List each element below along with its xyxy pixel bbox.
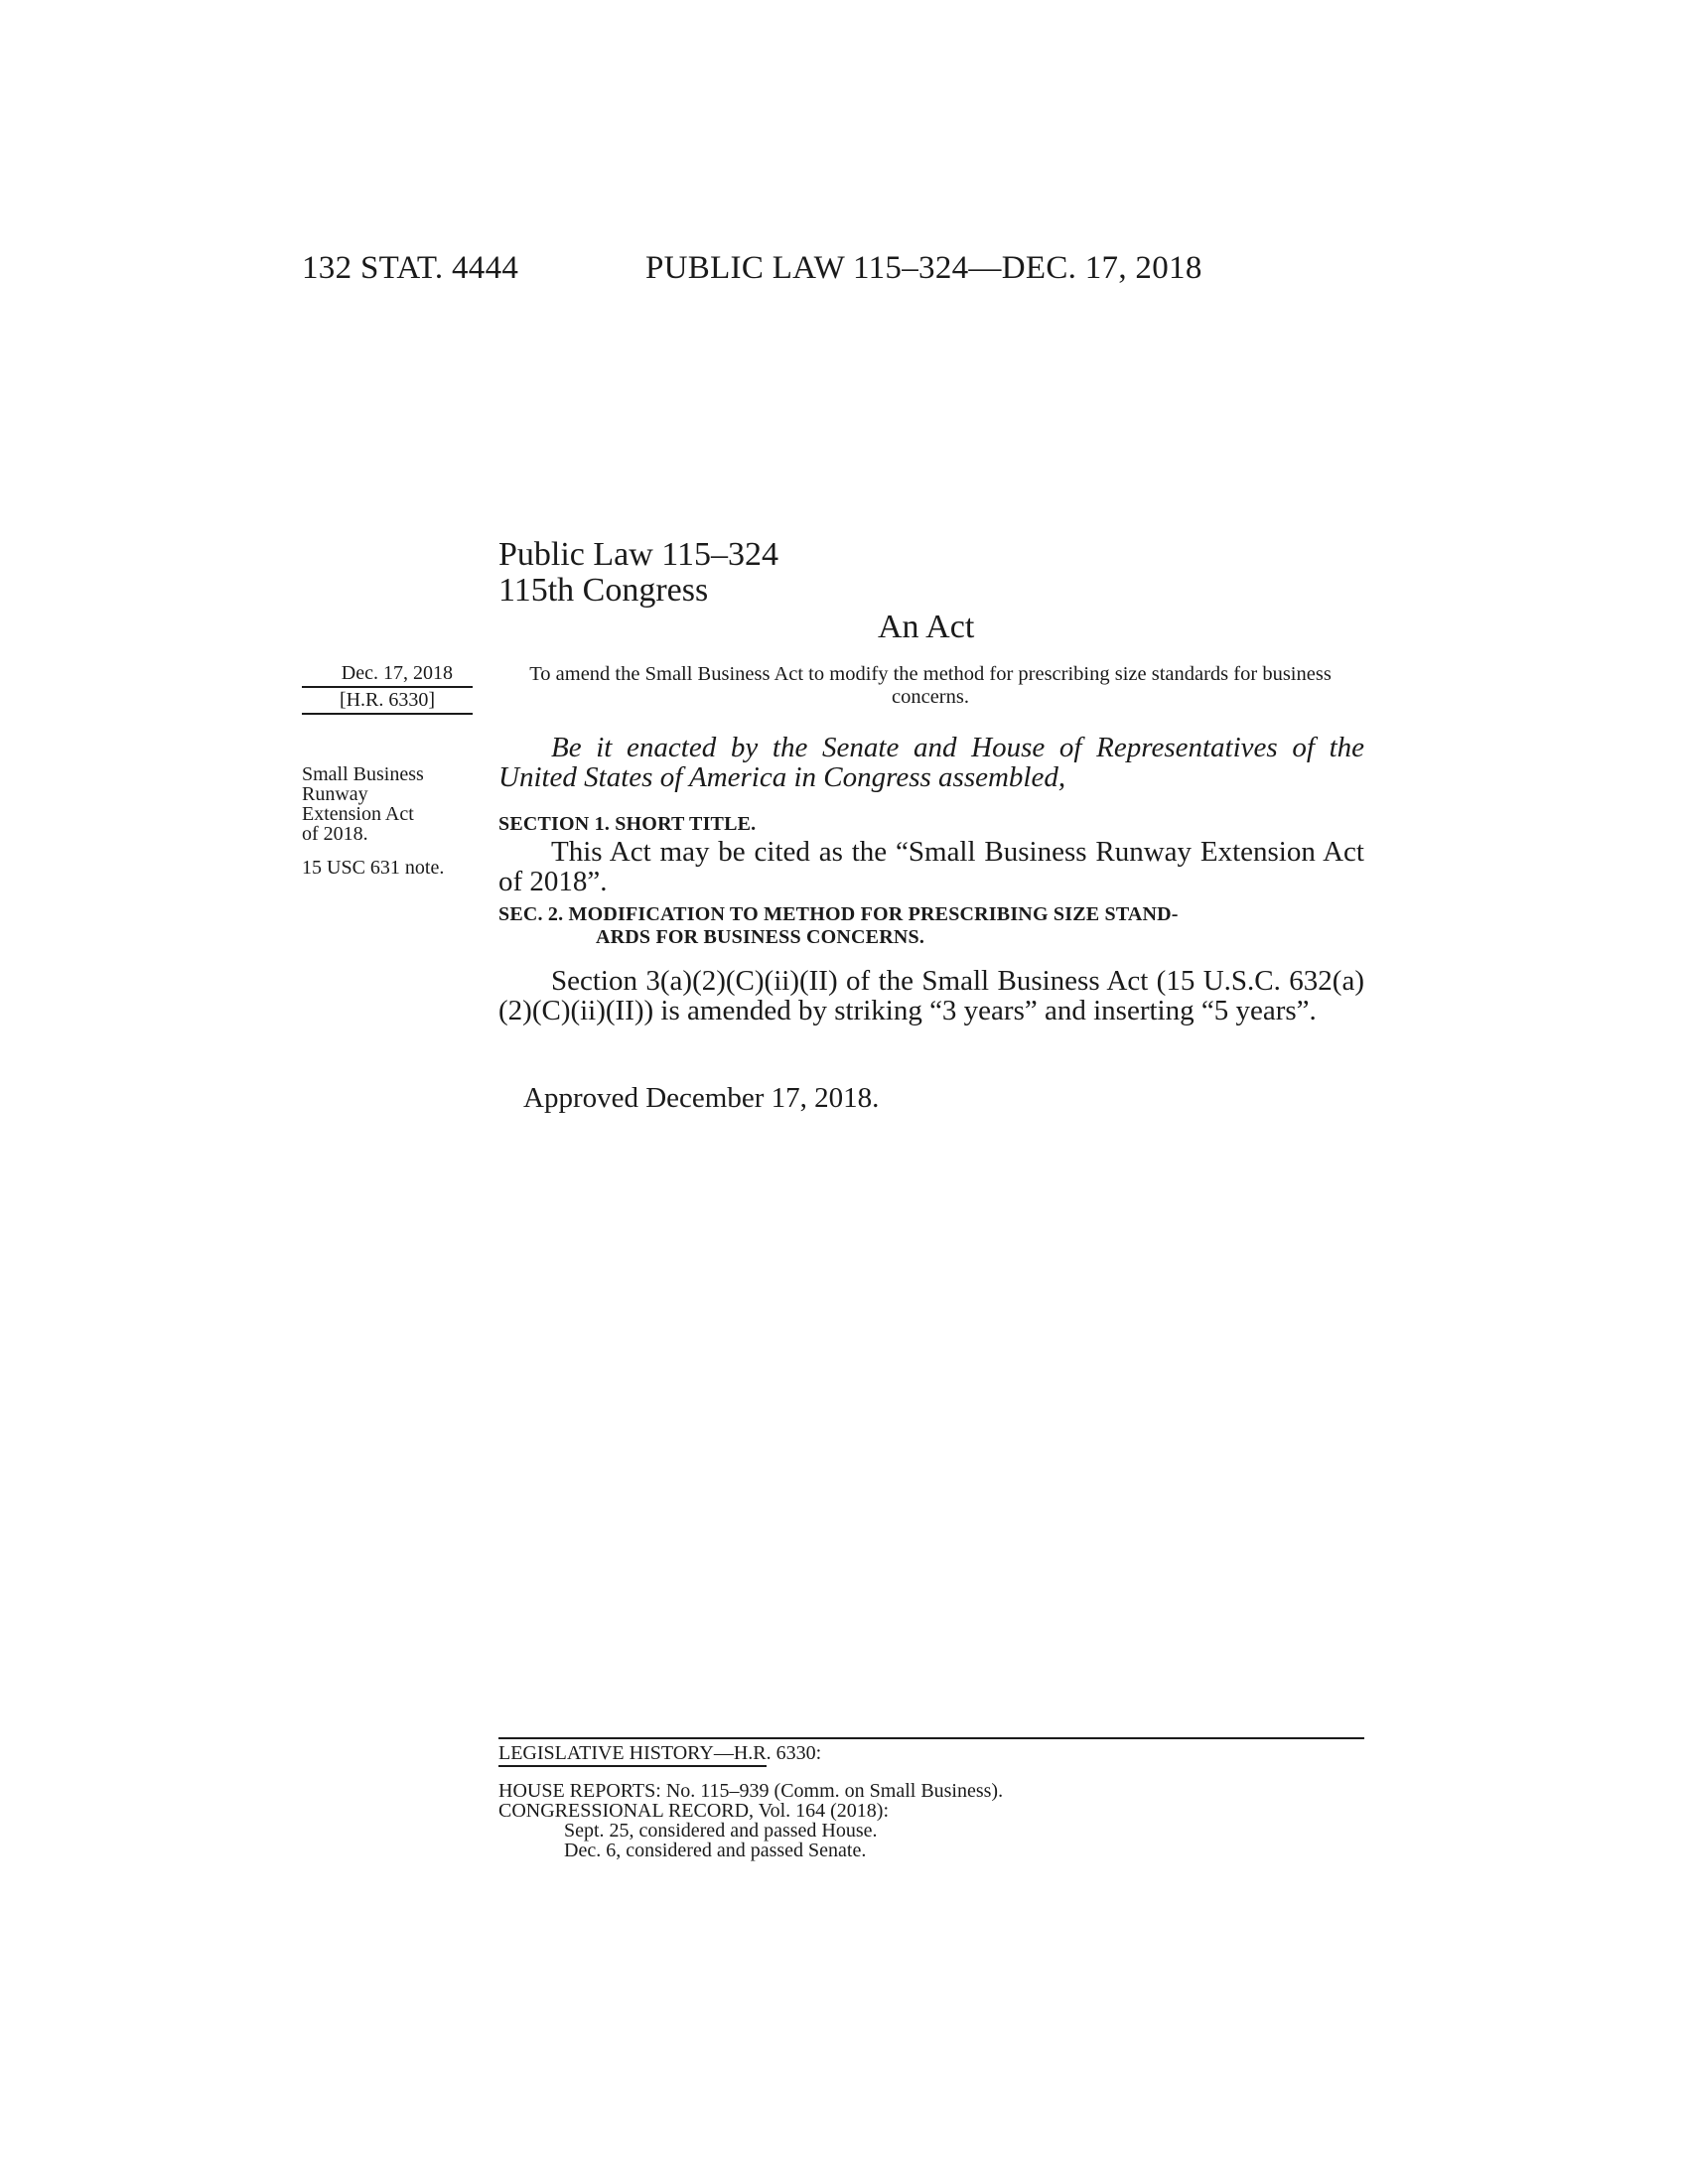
margin-short-title-line: of 2018. — [302, 823, 368, 845]
section-1-heading: SECTION 1. SHORT TITLE. — [498, 813, 757, 835]
margin-short-title-line: Small Business — [302, 763, 424, 785]
enacting-clause: Be it enacted by the Senate and House of Representatives of the United States of America in Congress assembled, — [498, 732, 1364, 793]
margin-date: Dec. 17, 2018 — [341, 662, 453, 684]
margin-short-title-line: Extension Act — [302, 803, 414, 825]
section-2-heading — [498, 903, 1364, 949]
purpose-clause: To amend the Small Business Act to modify the method for prescribing size standards for business concerns. — [529, 663, 1332, 708]
margin-rule — [302, 713, 473, 715]
running-title: PUBLIC LAW 115–324—DEC. 17, 2018 — [645, 250, 1202, 286]
section-1-body: This Act may be cited as the “Small Business Runway Extension Act of 2018”. — [498, 836, 1364, 897]
section-2-heading-line: SEC. 2. MODIFICATION TO METHOD FOR PRESCRIBING SIZE STAND- — [498, 903, 1179, 925]
law-number: Public Law 115–324 — [498, 536, 779, 573]
congressional-record: CONGRESSIONAL RECORD, Vol. 164 (2018): — [498, 1800, 889, 1822]
house-reports: HOUSE REPORTS: No. 115–939 (Comm. on Small Business). — [498, 1780, 1004, 1802]
margin-short-title — [302, 764, 471, 844]
senate-action: Dec. 6, considered and passed Senate. — [564, 1840, 867, 1861]
margin-usc-citation: 15 USC 631 note. — [302, 857, 445, 879]
legislative-history-rule — [498, 1737, 1364, 1739]
approval-line: Approved December 17, 2018. — [523, 1082, 880, 1114]
house-action: Sept. 25, considered and passed House. — [564, 1820, 878, 1842]
margin-short-title-line: Runway — [302, 783, 368, 805]
margin-rule — [302, 686, 473, 688]
act-heading: An Act — [878, 609, 975, 645]
page-number: 132 STAT. 4444 — [302, 250, 519, 286]
legislative-history-label: LEGISLATIVE HISTORY—H.R. 6330: — [498, 1742, 822, 1764]
section-2-body: Section 3(a)(2)(C)(ii)(II) of the Small Business Act (15 U.S.C. 632(a)(2)(C)(ii)(II)) is amended by striking “3 years” and inserting “5 years”. — [498, 965, 1364, 1026]
section-2-heading-line: ARDS FOR BUSINESS CONCERNS. — [596, 926, 925, 948]
legislative-history-underline — [498, 1765, 767, 1767]
congress: 115th Congress — [498, 572, 709, 609]
margin-bill-number: [H.R. 6330] — [339, 689, 436, 711]
